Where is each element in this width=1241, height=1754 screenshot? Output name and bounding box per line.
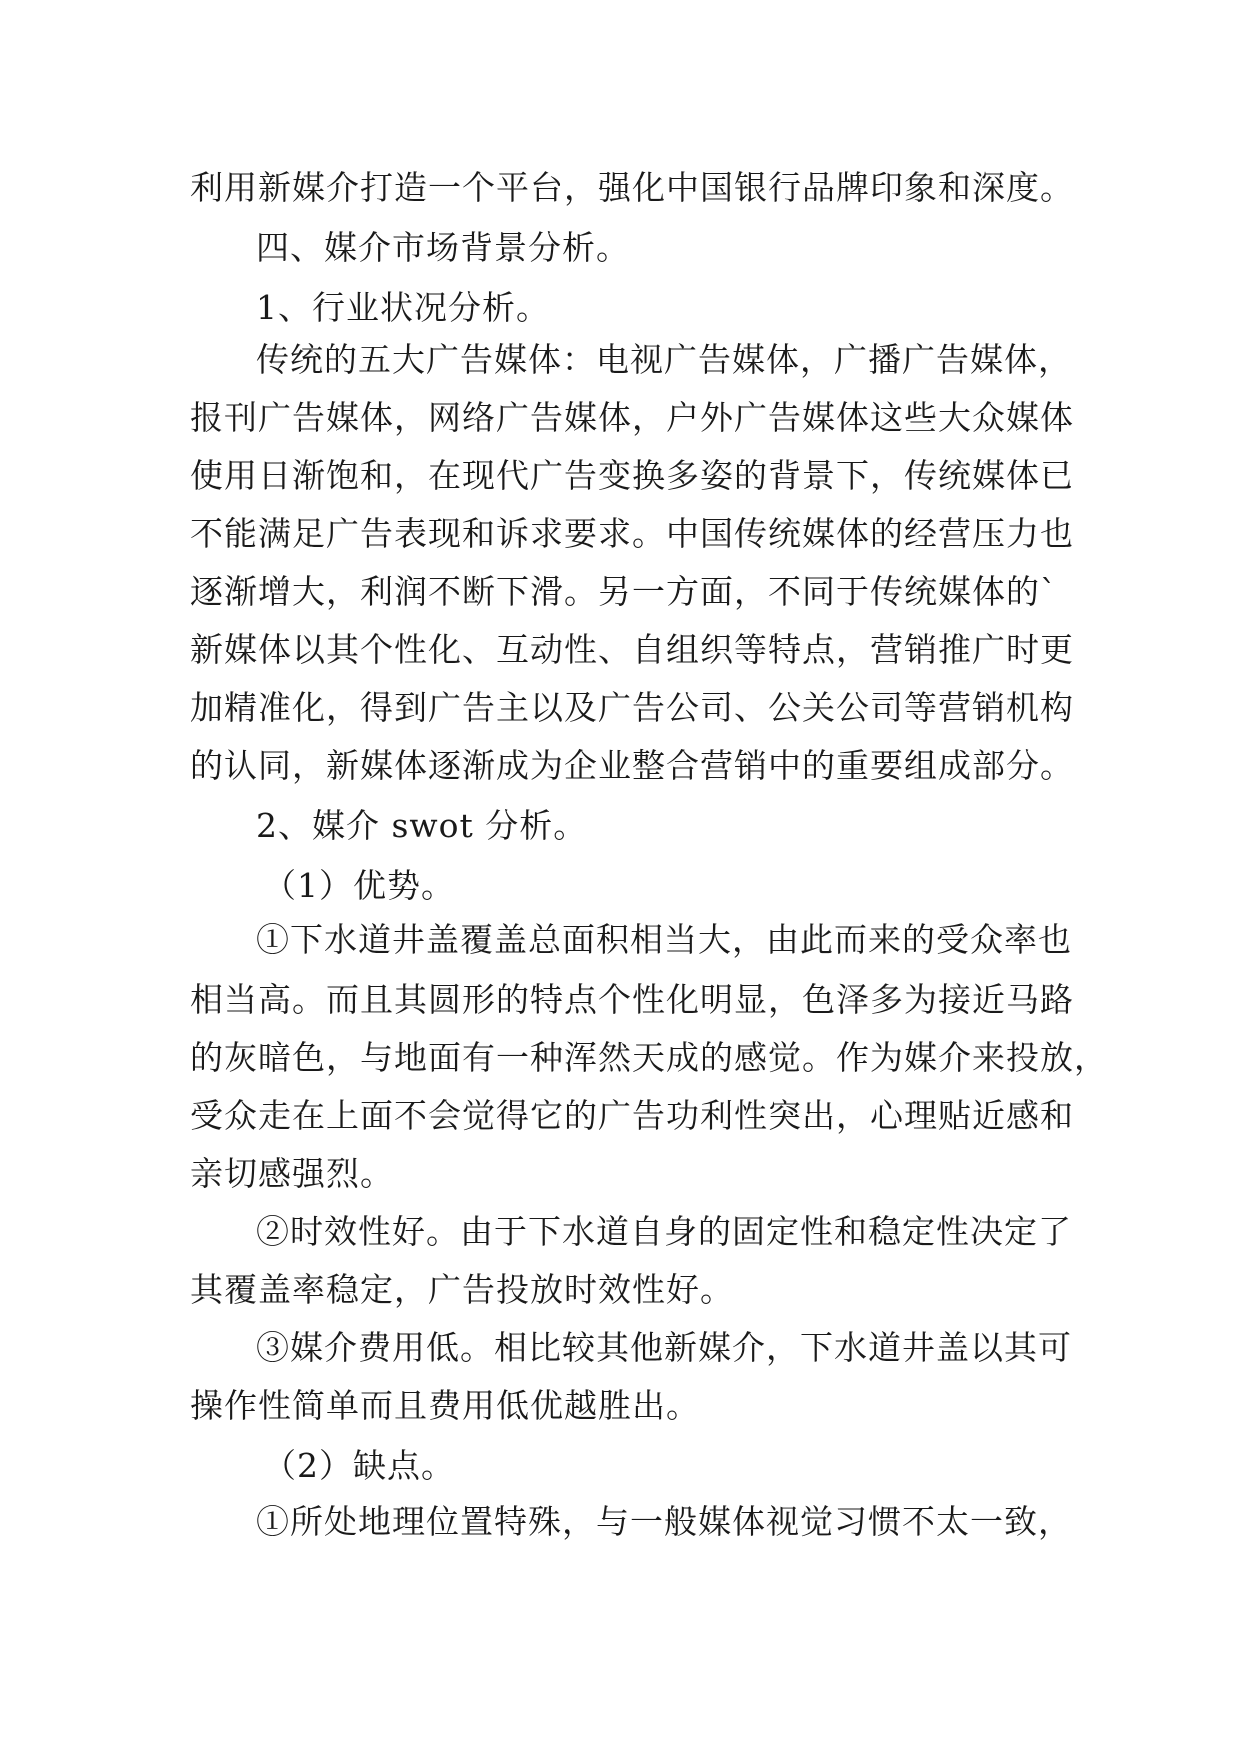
list-item: ①所处地理位置特殊，与一般媒体视觉习惯不太一致， xyxy=(256,1502,1072,1541)
section-heading: 四、媒介市场背景分析。 xyxy=(256,228,630,267)
paragraph-line: 其覆盖率稳定，广告投放时效性好。 xyxy=(190,1270,734,1309)
list-item: ③媒介费用低。相比较其他新媒介，下水道井盖以其可 xyxy=(256,1328,1072,1367)
paragraph-line: 使用日渐饱和，在现代广告变换多姿的背景下，传统媒体已 xyxy=(190,456,1074,495)
paragraph-line: 逐渐增大，利润不断下滑。另一方面，不同于传统媒体的` xyxy=(190,572,1058,611)
paragraph-line: 操作性简单而且费用低优越胜出。 xyxy=(190,1386,700,1425)
paragraph-line: 不能满足广告表现和诉求要求。中国传统媒体的经营压力也 xyxy=(190,514,1074,553)
paragraph-line: 传统的五大广告媒体：电视广告媒体，广播广告媒体， xyxy=(256,340,1072,379)
subsection-heading: 1、行业状况分析。 xyxy=(256,288,550,327)
subsection-heading: 2、媒介 swot 分析。 xyxy=(256,806,588,845)
paragraph-line: 受众走在上面不会觉得它的广告功利性突出，心理贴近感和 xyxy=(190,1096,1074,1135)
list-item: ①下水道井盖覆盖总面积相当大，由此而来的受众率也 xyxy=(256,920,1072,959)
paragraph-line: 利用新媒介打造一个平台，强化中国银行品牌印象和深度。 xyxy=(190,168,1074,207)
paragraph-line: 加精准化，得到广告主以及广告公司、公关公司等营销机构 xyxy=(190,688,1074,727)
paragraph-line: 的认同，新媒体逐渐成为企业整合营销中的重要组成部分。 xyxy=(190,746,1074,785)
paragraph-line: 报刊广告媒体，网络广告媒体，户外广告媒体这些大众媒体 xyxy=(190,398,1074,437)
paragraph-line: 的灰暗色，与地面有一种浑然天成的感觉。作为媒介来投放， xyxy=(190,1038,1108,1077)
paragraph-line: 新媒体以其个性化、互动性、自组织等特点，营销推广时更 xyxy=(190,630,1074,669)
list-heading: （2）缺点。 xyxy=(263,1446,455,1485)
paragraph-line: 亲切感强烈。 xyxy=(190,1154,394,1193)
list-item: ②时效性好。由于下水道自身的固定性和稳定性决定了 xyxy=(256,1212,1072,1251)
list-heading: （1）优势。 xyxy=(263,866,455,905)
paragraph-line: 相当高。而且其圆形的特点个性化明显，色泽多为接近马路 xyxy=(190,980,1074,1019)
